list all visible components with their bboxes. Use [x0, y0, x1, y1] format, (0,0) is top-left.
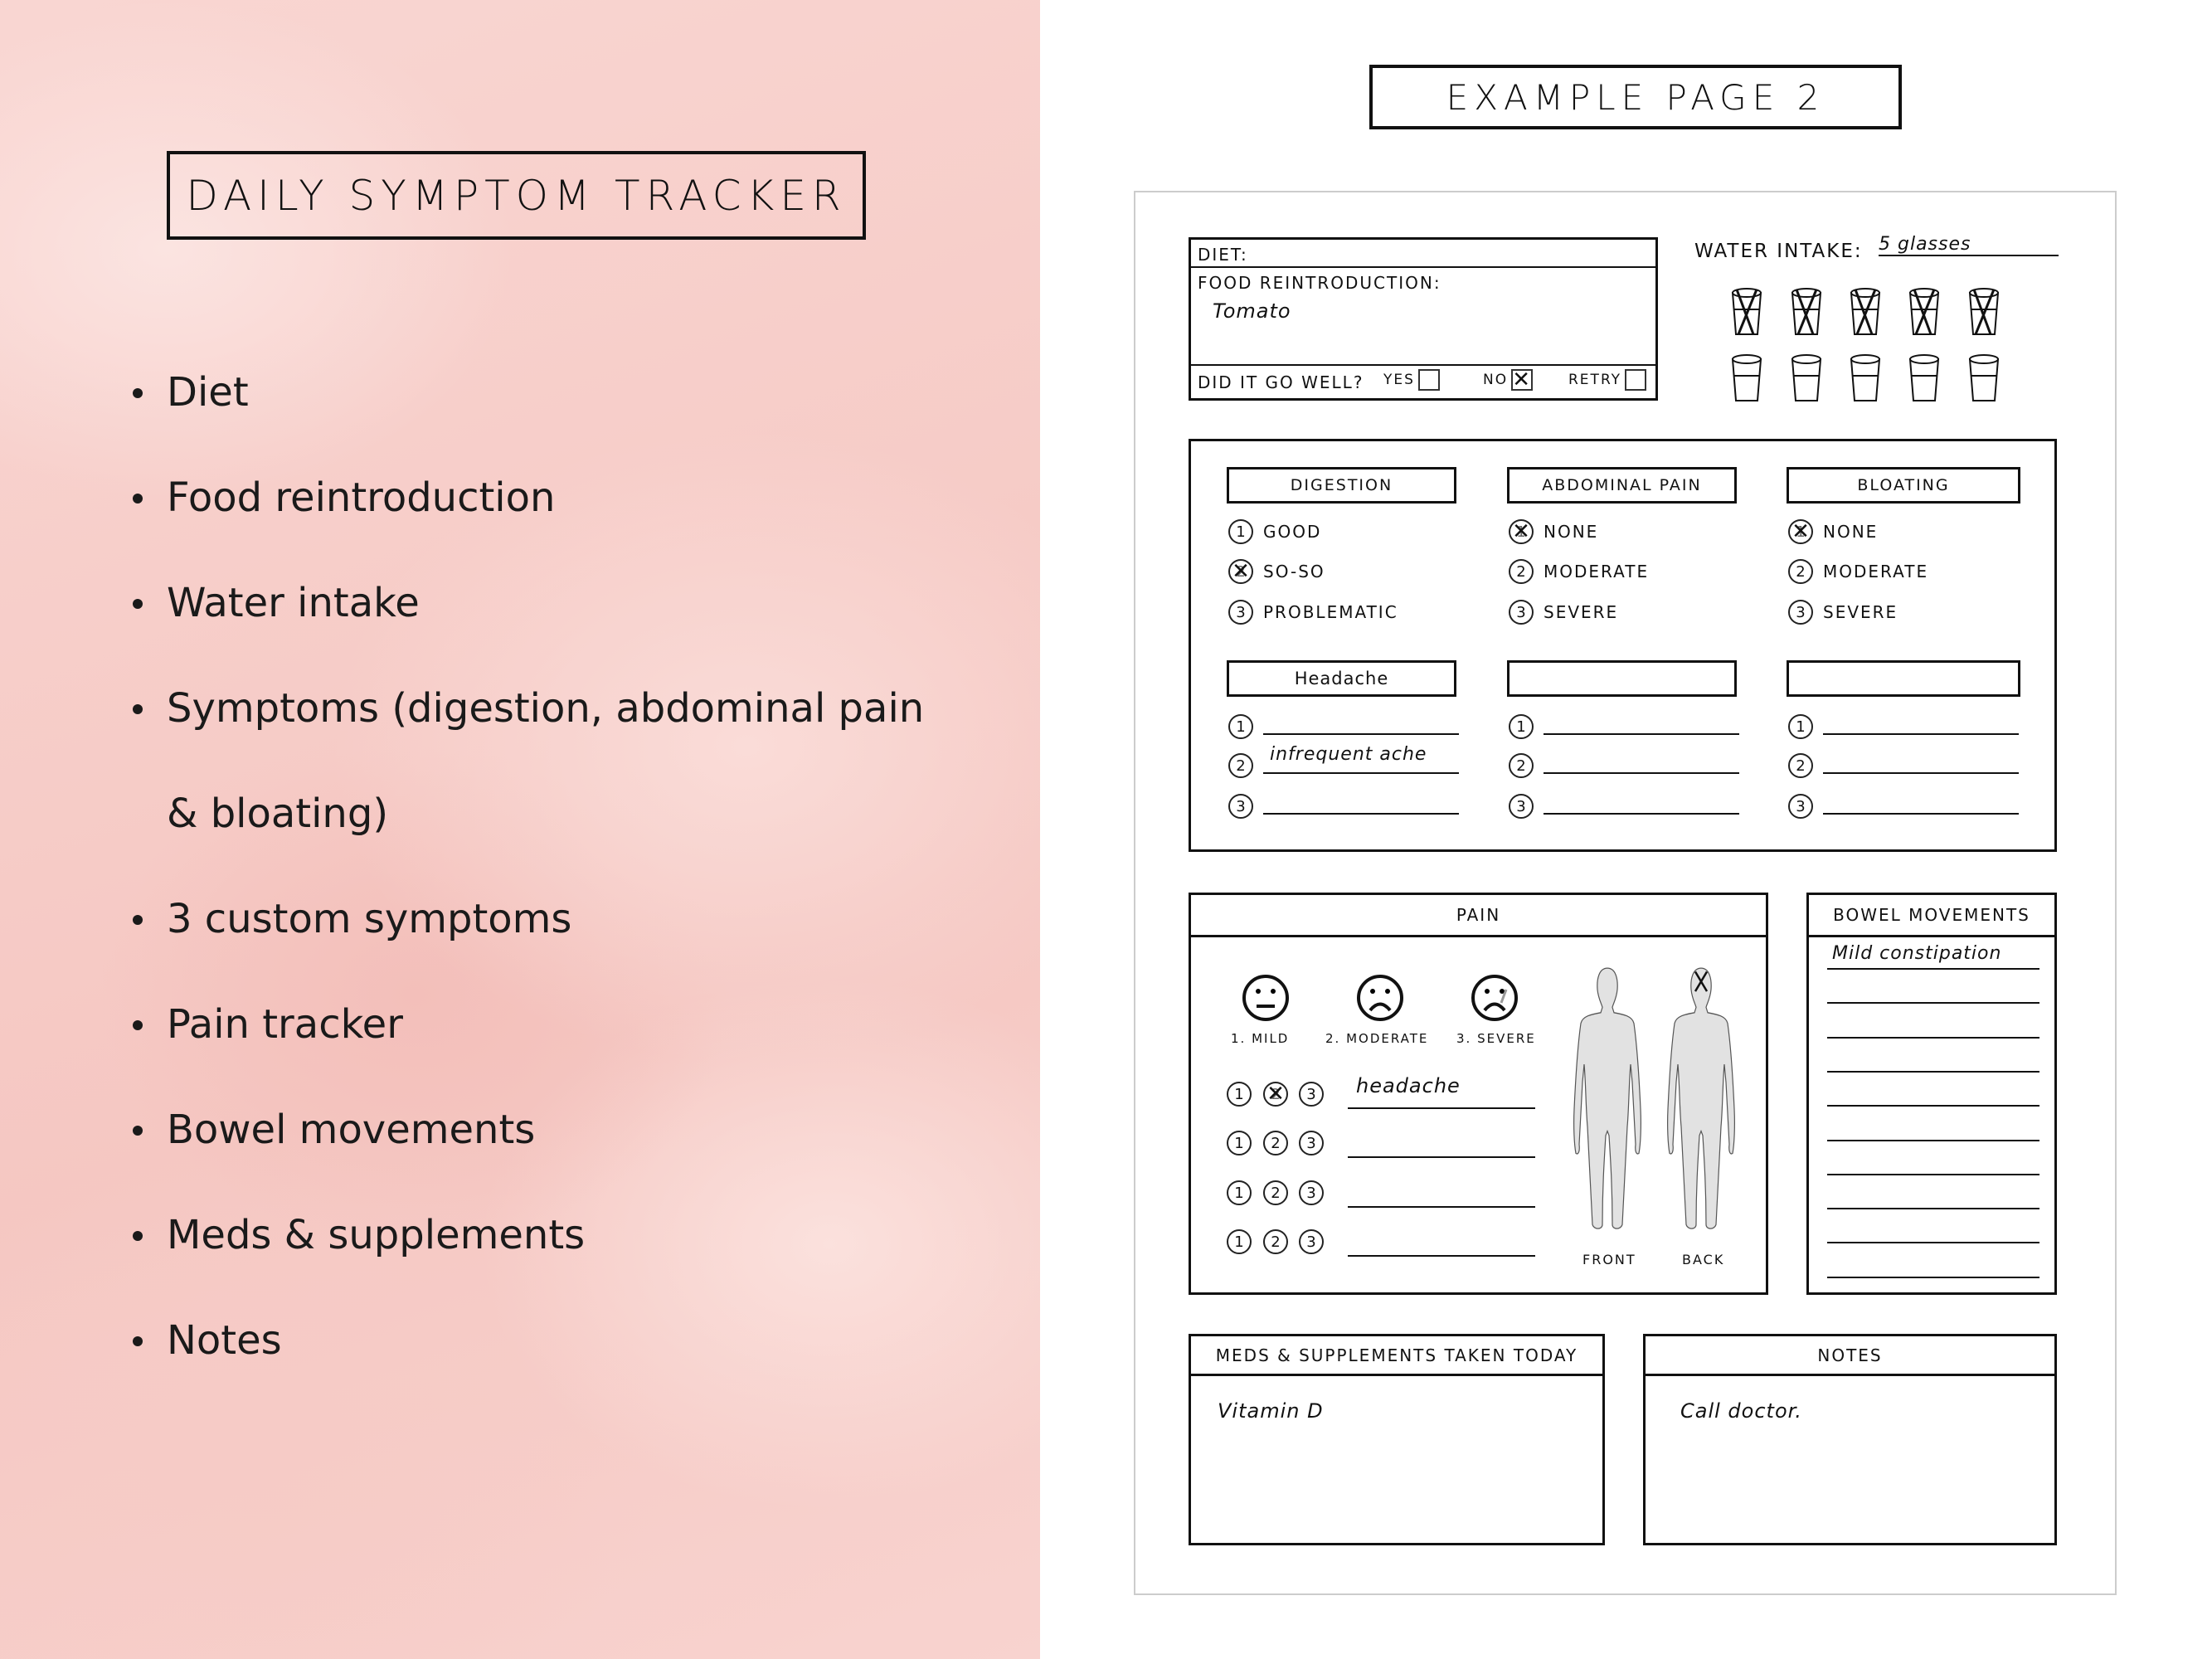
symptom-option-label[interactable]: GOOD — [1263, 522, 1322, 542]
symptom-header: BLOATING — [1787, 467, 2020, 504]
bowel-entry[interactable] — [1827, 1144, 2039, 1175]
moderate-face-icon — [1355, 973, 1405, 1023]
glass-checked-icon[interactable] — [1728, 286, 1765, 338]
notes-value[interactable]: Call doctor. — [1680, 1399, 1802, 1423]
bowel-entry[interactable] — [1827, 1007, 2039, 1039]
glass-checked-icon[interactable] — [1788, 286, 1825, 338]
symptom-header: ABDOMINAL PAIN — [1507, 467, 1737, 504]
retry-label: RETRY — [1568, 372, 1622, 388]
custom-symptom-entry[interactable] — [1823, 744, 2019, 774]
rating-option-1[interactable]: 1 — [1228, 519, 1253, 544]
glass-checked-icon[interactable] — [1906, 286, 1942, 338]
pain-entry[interactable]: headache — [1348, 1069, 1535, 1109]
yes-option[interactable] — [1383, 369, 1440, 391]
rating-option-3[interactable]: 3 — [1788, 600, 1813, 625]
pain-rating-3[interactable]: 3 — [1299, 1229, 1324, 1254]
custom-symptom-entry[interactable] — [1823, 785, 2019, 815]
water-intake-value[interactable]: 5 glasses — [1879, 234, 2059, 256]
scale-severe: 3. SEVERE — [1456, 1031, 1536, 1046]
custom-symptom-entry[interactable] — [1263, 705, 1459, 735]
bowel-movements-box — [1806, 893, 2057, 1295]
went-well-label: DID IT GO WELL? — [1198, 372, 1364, 392]
body-front-figure[interactable] — [1566, 966, 1649, 1233]
rating-option-1[interactable]: 1 — [1788, 714, 1813, 739]
symptom-option-label[interactable]: SEVERE — [1823, 602, 1898, 622]
rating-option-2[interactable]: 2 — [1228, 753, 1253, 778]
rating-option-1[interactable]: 1 ✕ — [1788, 519, 1813, 544]
glass-icon[interactable] — [1847, 353, 1884, 404]
glass-checked-icon[interactable] — [1966, 286, 2002, 338]
symptom-option-label[interactable]: MODERATE — [1544, 562, 1650, 581]
bowel-header: BOWEL MOVEMENTS — [1809, 895, 2054, 937]
custom-symptom-entry[interactable] — [1544, 744, 1739, 774]
pain-rating-3[interactable]: 3 — [1299, 1082, 1324, 1107]
pain-rating-1[interactable]: 1 — [1227, 1180, 1252, 1205]
pain-rating-2[interactable]: 2 ✕ — [1263, 1082, 1288, 1107]
symptom-option-label[interactable]: SO-SO — [1263, 562, 1325, 581]
no-checkbox[interactable] — [1511, 369, 1533, 391]
feature-item: Pain tracker — [133, 972, 962, 1078]
bowel-entry[interactable] — [1827, 1247, 2039, 1278]
custom-symptom-header[interactable] — [1507, 660, 1737, 697]
custom-symptom-entry[interactable] — [1823, 705, 2019, 735]
bowel-entry[interactable] — [1827, 1041, 2039, 1073]
diet-box — [1189, 237, 1658, 401]
pain-rating-1[interactable]: 1 — [1227, 1082, 1252, 1107]
pain-entry[interactable] — [1348, 1118, 1535, 1158]
bowel-entry[interactable] — [1827, 972, 2039, 1004]
pain-rating-1[interactable]: 1 — [1227, 1229, 1252, 1254]
rating-option-3[interactable]: 3 — [1509, 600, 1534, 625]
glass-icon[interactable] — [1788, 353, 1825, 404]
glass-icon[interactable] — [1966, 353, 2002, 404]
retry-checkbox[interactable] — [1625, 369, 1646, 391]
rating-option-3[interactable]: 3 — [1788, 794, 1813, 819]
rating-option-2[interactable]: 2 — [1788, 559, 1813, 584]
bowel-entry[interactable] — [1827, 1178, 2039, 1209]
meds-value[interactable]: Vitamin D — [1218, 1399, 1324, 1423]
feature-item: Symptoms (digestion, abdominal pain & bloating) — [133, 656, 962, 867]
rating-option-3[interactable]: 3 — [1509, 794, 1534, 819]
feature-item: 3 custom symptoms — [133, 867, 962, 972]
body-back-figure[interactable] — [1660, 966, 1743, 1233]
symptom-option-label[interactable]: PROBLEMATIC — [1263, 602, 1398, 622]
pain-header: PAIN — [1191, 895, 1766, 937]
symptom-column — [1507, 467, 1737, 849]
pain-entry[interactable] — [1348, 1217, 1535, 1257]
rating-option-2[interactable]: 2 ✕ — [1228, 559, 1253, 584]
scale-moderate: 2. MODERATE — [1325, 1031, 1429, 1046]
water-intake-label: WATER INTAKE: — [1694, 241, 1863, 262]
bowel-entry[interactable] — [1827, 1110, 2039, 1141]
symptom-option-label[interactable]: NONE — [1544, 522, 1599, 542]
custom-symptom-entry[interactable] — [1263, 785, 1459, 815]
symptom-option-label[interactable]: NONE — [1823, 522, 1879, 542]
notes-box — [1643, 1334, 2057, 1545]
yes-checkbox[interactable] — [1418, 369, 1440, 391]
glass-icon[interactable] — [1906, 353, 1942, 404]
feature-item: Water intake — [133, 551, 962, 656]
feature-item: Notes — [133, 1288, 962, 1394]
feature-item: Meds & supplements — [133, 1183, 962, 1288]
rating-option-1[interactable]: 1 — [1228, 714, 1253, 739]
promo-panel — [0, 0, 1040, 1659]
custom-symptom-entry[interactable]: infrequent ache — [1263, 744, 1459, 774]
pain-rating-1[interactable]: 1 — [1227, 1131, 1252, 1155]
feature-item: Bowel movements — [133, 1078, 962, 1183]
meds-header: MEDS & SUPPLEMENTS TAKEN TODAY — [1191, 1336, 1602, 1376]
pain-box — [1189, 893, 1768, 1295]
severe-face-icon — [1470, 973, 1519, 1023]
pain-rating-2[interactable]: 2 — [1263, 1180, 1288, 1205]
symptom-column — [1227, 467, 1456, 849]
rating-option-2[interactable]: 2 — [1509, 559, 1534, 584]
scale-mild: 1. MILD — [1231, 1031, 1290, 1046]
custom-symptom-header[interactable]: Headache — [1227, 660, 1456, 697]
back-label: BACK — [1682, 1252, 1725, 1267]
bowel-entry[interactable] — [1827, 1212, 2039, 1243]
rating-option-3[interactable]: 3 — [1228, 794, 1253, 819]
bowel-entry[interactable]: Mild constipation — [1827, 938, 2039, 970]
pain-rating-3[interactable]: 3 — [1299, 1180, 1324, 1205]
front-label: FRONT — [1582, 1252, 1636, 1267]
example-title: EXAMPLE PAGE 2 — [1369, 65, 1902, 129]
rating-option-1[interactable]: 1 — [1509, 714, 1534, 739]
custom-symptom-entry[interactable] — [1544, 705, 1739, 735]
glass-icon[interactable] — [1728, 353, 1765, 404]
symptom-column — [1787, 467, 2020, 849]
food-reintroduction-label: FOOD REINTRODUCTION: — [1198, 273, 1441, 293]
rating-option-2[interactable]: 2 — [1788, 753, 1813, 778]
notes-header: NOTES — [1646, 1336, 2054, 1376]
glass-checked-icon[interactable] — [1847, 286, 1884, 338]
retry-option[interactable] — [1568, 369, 1646, 391]
no-option[interactable] — [1483, 369, 1533, 391]
pain-rating-3[interactable]: 3 — [1299, 1131, 1324, 1155]
custom-symptom-header[interactable] — [1787, 660, 2020, 697]
pain-rating-2[interactable]: 2 — [1263, 1131, 1288, 1155]
feature-list — [133, 340, 962, 1394]
rating-option-1[interactable]: 1 ✕ — [1509, 519, 1534, 544]
mild-face-icon — [1241, 973, 1291, 1023]
rating-option-2[interactable]: 2 — [1509, 753, 1534, 778]
yes-label: YES — [1383, 372, 1415, 388]
rating-option-3[interactable]: 3 — [1228, 600, 1253, 625]
no-label: NO — [1483, 372, 1509, 388]
feature-item: Food reintroduction — [133, 445, 962, 551]
symptom-option-label[interactable]: MODERATE — [1823, 562, 1929, 581]
meds-box — [1189, 1334, 1605, 1545]
bowel-entry[interactable] — [1827, 1075, 2039, 1107]
pain-entry[interactable] — [1348, 1168, 1535, 1208]
feature-item: Diet — [133, 340, 962, 445]
diet-label: DIET: — [1198, 245, 1248, 265]
tracker-title: DAILY SYMPTOM TRACKER — [167, 151, 866, 240]
food-reintroduction-value[interactable]: Tomato — [1213, 299, 1291, 323]
custom-symptom-entry[interactable] — [1544, 785, 1739, 815]
pain-rating-2[interactable]: 2 — [1263, 1229, 1288, 1254]
symptom-header: DIGESTION — [1227, 467, 1456, 504]
symptom-option-label[interactable]: SEVERE — [1544, 602, 1619, 622]
